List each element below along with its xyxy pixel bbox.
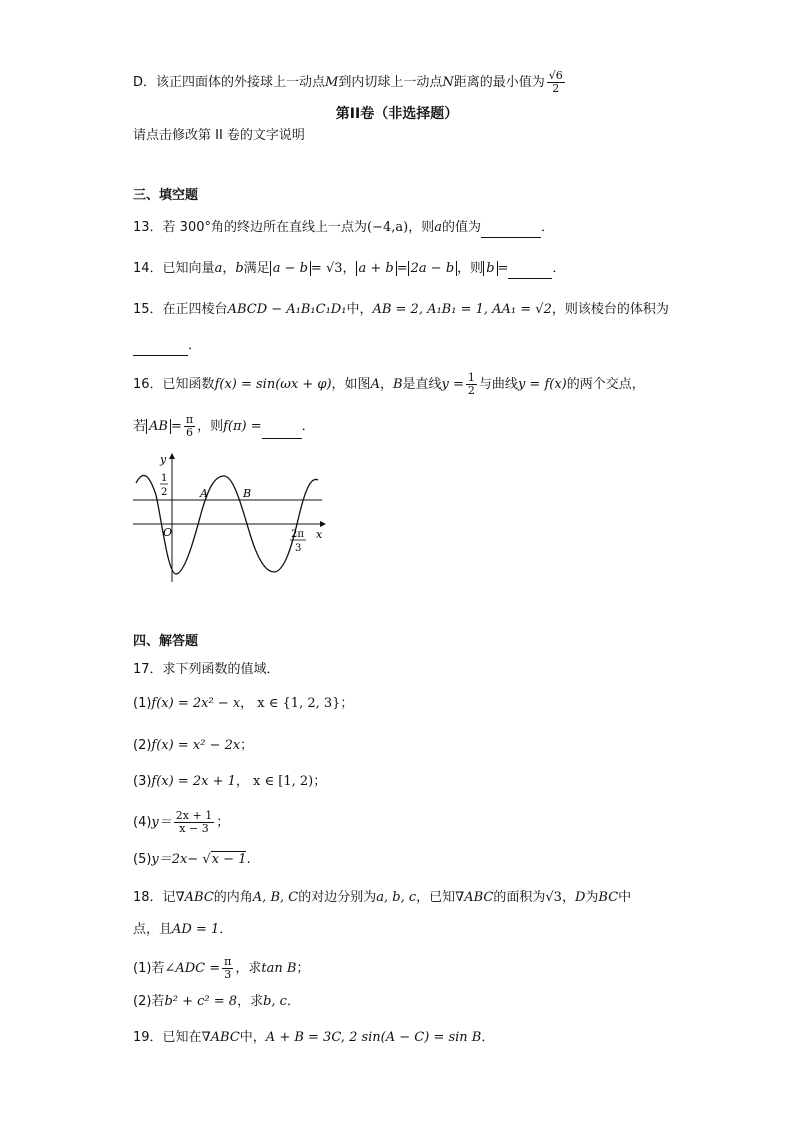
q-text: 已知在 <box>162 1030 202 1045</box>
frac-den: x − 3 <box>179 822 209 835</box>
part-end: ； <box>313 774 327 789</box>
point-a-label: A <box>200 487 208 500</box>
q17-part1 <box>133 694 353 714</box>
tick-den: 3 <box>295 543 302 554</box>
part-end: ． <box>286 994 300 1009</box>
q-text: 的对边分别为 <box>298 890 377 905</box>
part-text: 若 <box>151 961 165 976</box>
question-17 <box>133 660 280 680</box>
part-end: ； <box>240 738 254 753</box>
frac-den: 2 <box>552 82 560 95</box>
option-text-mid: 到内切球上一动点 <box>338 75 443 90</box>
q-tail1: 是直线 <box>402 377 442 392</box>
q-text: 为 <box>585 890 599 905</box>
question-16-line2 <box>133 414 315 439</box>
q-cond: A + B = 3C, 2 sin(A − C) = sin B <box>265 1030 482 1045</box>
part-domain: ， x ∈ [1, 2) <box>235 774 314 789</box>
var-n: N <box>442 75 454 90</box>
part-text: 若 <box>151 994 165 1009</box>
part-tag: (5) <box>133 852 152 867</box>
frac-num: 2x + 1 <box>175 809 213 822</box>
q-end: ． <box>301 419 315 434</box>
part-y: y＝2x− <box>151 852 203 867</box>
q-mid: ，则 <box>408 220 435 235</box>
origin-label: O <box>163 526 173 539</box>
answer-blank <box>481 223 541 238</box>
q17-part4 <box>133 810 229 835</box>
q-tri: ∇ABC <box>175 890 214 905</box>
abs-expr4: b <box>483 261 497 276</box>
q-num: 16． <box>133 377 163 392</box>
q-bc: BC <box>598 890 619 905</box>
y-axis-arrow <box>169 453 175 459</box>
part-end: . <box>246 852 251 867</box>
q-angles: A, B, C <box>252 890 299 905</box>
q-text: 已知向量 <box>162 261 215 276</box>
q17-part2 <box>133 736 253 756</box>
part-func: f(x) = 2x + 1 <box>151 774 236 789</box>
q-tail: 的值为 <box>441 220 481 235</box>
answer-blank <box>262 424 302 439</box>
part-tag: (1) <box>133 961 152 976</box>
point-b-label: B <box>243 487 252 500</box>
part-fraction <box>174 810 214 835</box>
question-18 <box>133 888 631 908</box>
abs-expr2: a + b <box>356 261 397 276</box>
q-then: ，则 <box>197 419 224 434</box>
q-num: 17． <box>133 662 163 677</box>
q-end: ． <box>552 261 566 276</box>
abs-expr3: 2a − b <box>408 261 458 276</box>
part-text: ，求 <box>237 994 264 1009</box>
frac-num: π <box>185 413 194 426</box>
q-eq3: = <box>497 261 509 276</box>
part-end: ； <box>296 961 310 976</box>
x-axis-arrow <box>320 521 326 527</box>
q-num: 14． <box>133 261 163 276</box>
q-mid: ，如图 <box>331 377 371 392</box>
q18-part2 <box>133 992 300 1012</box>
q-then: ，则 <box>457 261 484 276</box>
q-tail3: 的两个交点， <box>566 377 645 392</box>
frac-num: 1 <box>467 371 475 384</box>
q-sep: ， <box>379 377 393 392</box>
vec-b: b <box>235 261 244 276</box>
part-cond: b² + c² = 8 <box>164 994 238 1009</box>
half-num: 1 <box>161 473 168 484</box>
part-y: y＝ <box>151 815 172 830</box>
q-cond: 满足 <box>243 261 270 276</box>
q-end: ． <box>481 1030 495 1045</box>
q-tri: ∇ABC <box>201 1030 240 1045</box>
q-eq2: = <box>396 261 408 276</box>
q-num: 18． <box>133 890 163 905</box>
q-var: a <box>434 220 442 235</box>
q-num: 13． <box>133 220 163 235</box>
q-num: 19． <box>133 1030 163 1045</box>
part-tag: (2) <box>133 738 152 753</box>
q-sep: ， <box>222 261 236 276</box>
q-tail: ，则该棱台的体积为 <box>551 302 669 317</box>
part-tag: (4) <box>133 815 152 830</box>
q17-part5 <box>133 850 251 870</box>
option-label: D． <box>133 75 157 90</box>
pi-fraction <box>184 414 195 439</box>
y-label: y <box>160 453 167 466</box>
q-line: y = <box>441 377 464 392</box>
q-d: D <box>574 890 586 905</box>
q-curve: y = f(x) <box>517 377 567 392</box>
q-func: f(x) = sin(ωx + φ) <box>214 377 332 392</box>
sqrt-radicand: x − 1 <box>211 852 247 867</box>
q-text: ， <box>561 890 575 905</box>
part-fraction <box>222 956 233 981</box>
answer-fraction <box>547 70 565 95</box>
q-sides: a, b, c <box>376 890 417 905</box>
q-tail2: 与曲线 <box>478 377 518 392</box>
q-end: ． <box>188 338 202 353</box>
part-text: ，求 <box>235 961 262 976</box>
q-text: 中 <box>618 890 632 905</box>
half-fraction <box>466 372 477 397</box>
abs-ab: AB <box>146 419 171 434</box>
part2-note: 请点击修改第 II 卷的文字说明 <box>133 128 305 143</box>
q-text: 的内角 <box>213 890 253 905</box>
q-text: 求下列函数的值域． <box>162 662 280 677</box>
q-tri: ∇ABC <box>455 890 494 905</box>
q-text: 在正四棱台 <box>162 302 228 317</box>
x-label: x <box>316 528 323 541</box>
part-tag: (2) <box>133 994 152 1009</box>
q-eq: = <box>170 419 182 434</box>
q-text: 的面积为 <box>493 890 546 905</box>
sqrt-sign: √ <box>202 852 211 867</box>
q-num: 15． <box>133 302 163 317</box>
q-end: ． <box>219 922 233 937</box>
q-text: 若 <box>133 419 147 434</box>
part-func: f(x) = x² − 2x <box>151 738 241 753</box>
frac-num: √6 <box>548 69 563 82</box>
frac-den: 2 <box>467 384 475 397</box>
answer-blank <box>508 264 552 279</box>
question-15-line2 <box>133 336 201 356</box>
option-d <box>133 70 567 95</box>
section3-heading: 三、填空题 <box>133 188 199 203</box>
tick-num: 2π <box>291 529 304 540</box>
q-end: ． <box>541 220 555 235</box>
question-16 <box>133 372 645 397</box>
sine-graph <box>128 450 328 585</box>
point-a: A <box>370 377 380 392</box>
q-text: 记 <box>162 890 176 905</box>
q-text: ，已知 <box>416 890 456 905</box>
question-19 <box>133 1028 494 1048</box>
q-eq1: = √3， <box>310 261 356 276</box>
question-14 <box>133 259 565 279</box>
q17-part3 <box>133 772 326 792</box>
q-fpi: f(π) = <box>223 419 262 434</box>
section4-heading: 四、解答题 <box>133 634 199 649</box>
q-area: √3 <box>545 890 562 905</box>
q-given: AB = 2, A₁B₁ = 1, AA₁ = √2 <box>372 302 552 317</box>
q-mid: 中， <box>346 302 373 317</box>
vec-a: a <box>214 261 223 276</box>
frac-den: 3 <box>224 968 232 981</box>
part-angle: ∠ADC = <box>164 961 221 976</box>
question-15 <box>133 300 669 320</box>
part-func: f(x) = 2x² − x <box>151 696 241 711</box>
q18-part1 <box>133 956 309 981</box>
part-tag: (3) <box>133 774 152 789</box>
part-ans: tan B <box>261 961 297 976</box>
frac-den: 6 <box>185 426 193 439</box>
q-text: 已知函数 <box>162 377 215 392</box>
q-text: 中， <box>239 1030 266 1045</box>
part-end: ； <box>340 696 354 711</box>
part-domain: ， x ∈ {1, 2, 3} <box>240 696 341 711</box>
var-m: M <box>325 75 339 90</box>
half-den: 2 <box>161 487 168 498</box>
q-point: (−4,a) <box>367 220 409 235</box>
question-18-line2 <box>133 920 232 940</box>
q-solid: ABCD − A₁B₁C₁D₁ <box>227 302 347 317</box>
q-text: 若 300°角的终边所在直线上一点为 <box>162 220 367 235</box>
frac-num: π <box>224 955 232 968</box>
question-13 <box>133 218 554 238</box>
answer-blank <box>133 341 188 356</box>
part-ans: b, c <box>263 994 287 1009</box>
q-text: 点，且 <box>133 922 173 937</box>
abs-expr1: a − b <box>270 261 311 276</box>
option-text: 该正四面体的外接球上一动点 <box>156 75 326 90</box>
part2-title: 第II卷（非选择题） <box>335 106 459 122</box>
option-text-tail: 距离的最小值为 <box>453 75 545 90</box>
point-b: B <box>392 377 403 392</box>
part-tag: (1) <box>133 696 152 711</box>
q-ad: AD = 1 <box>172 922 220 937</box>
part-end: ； <box>216 815 230 830</box>
